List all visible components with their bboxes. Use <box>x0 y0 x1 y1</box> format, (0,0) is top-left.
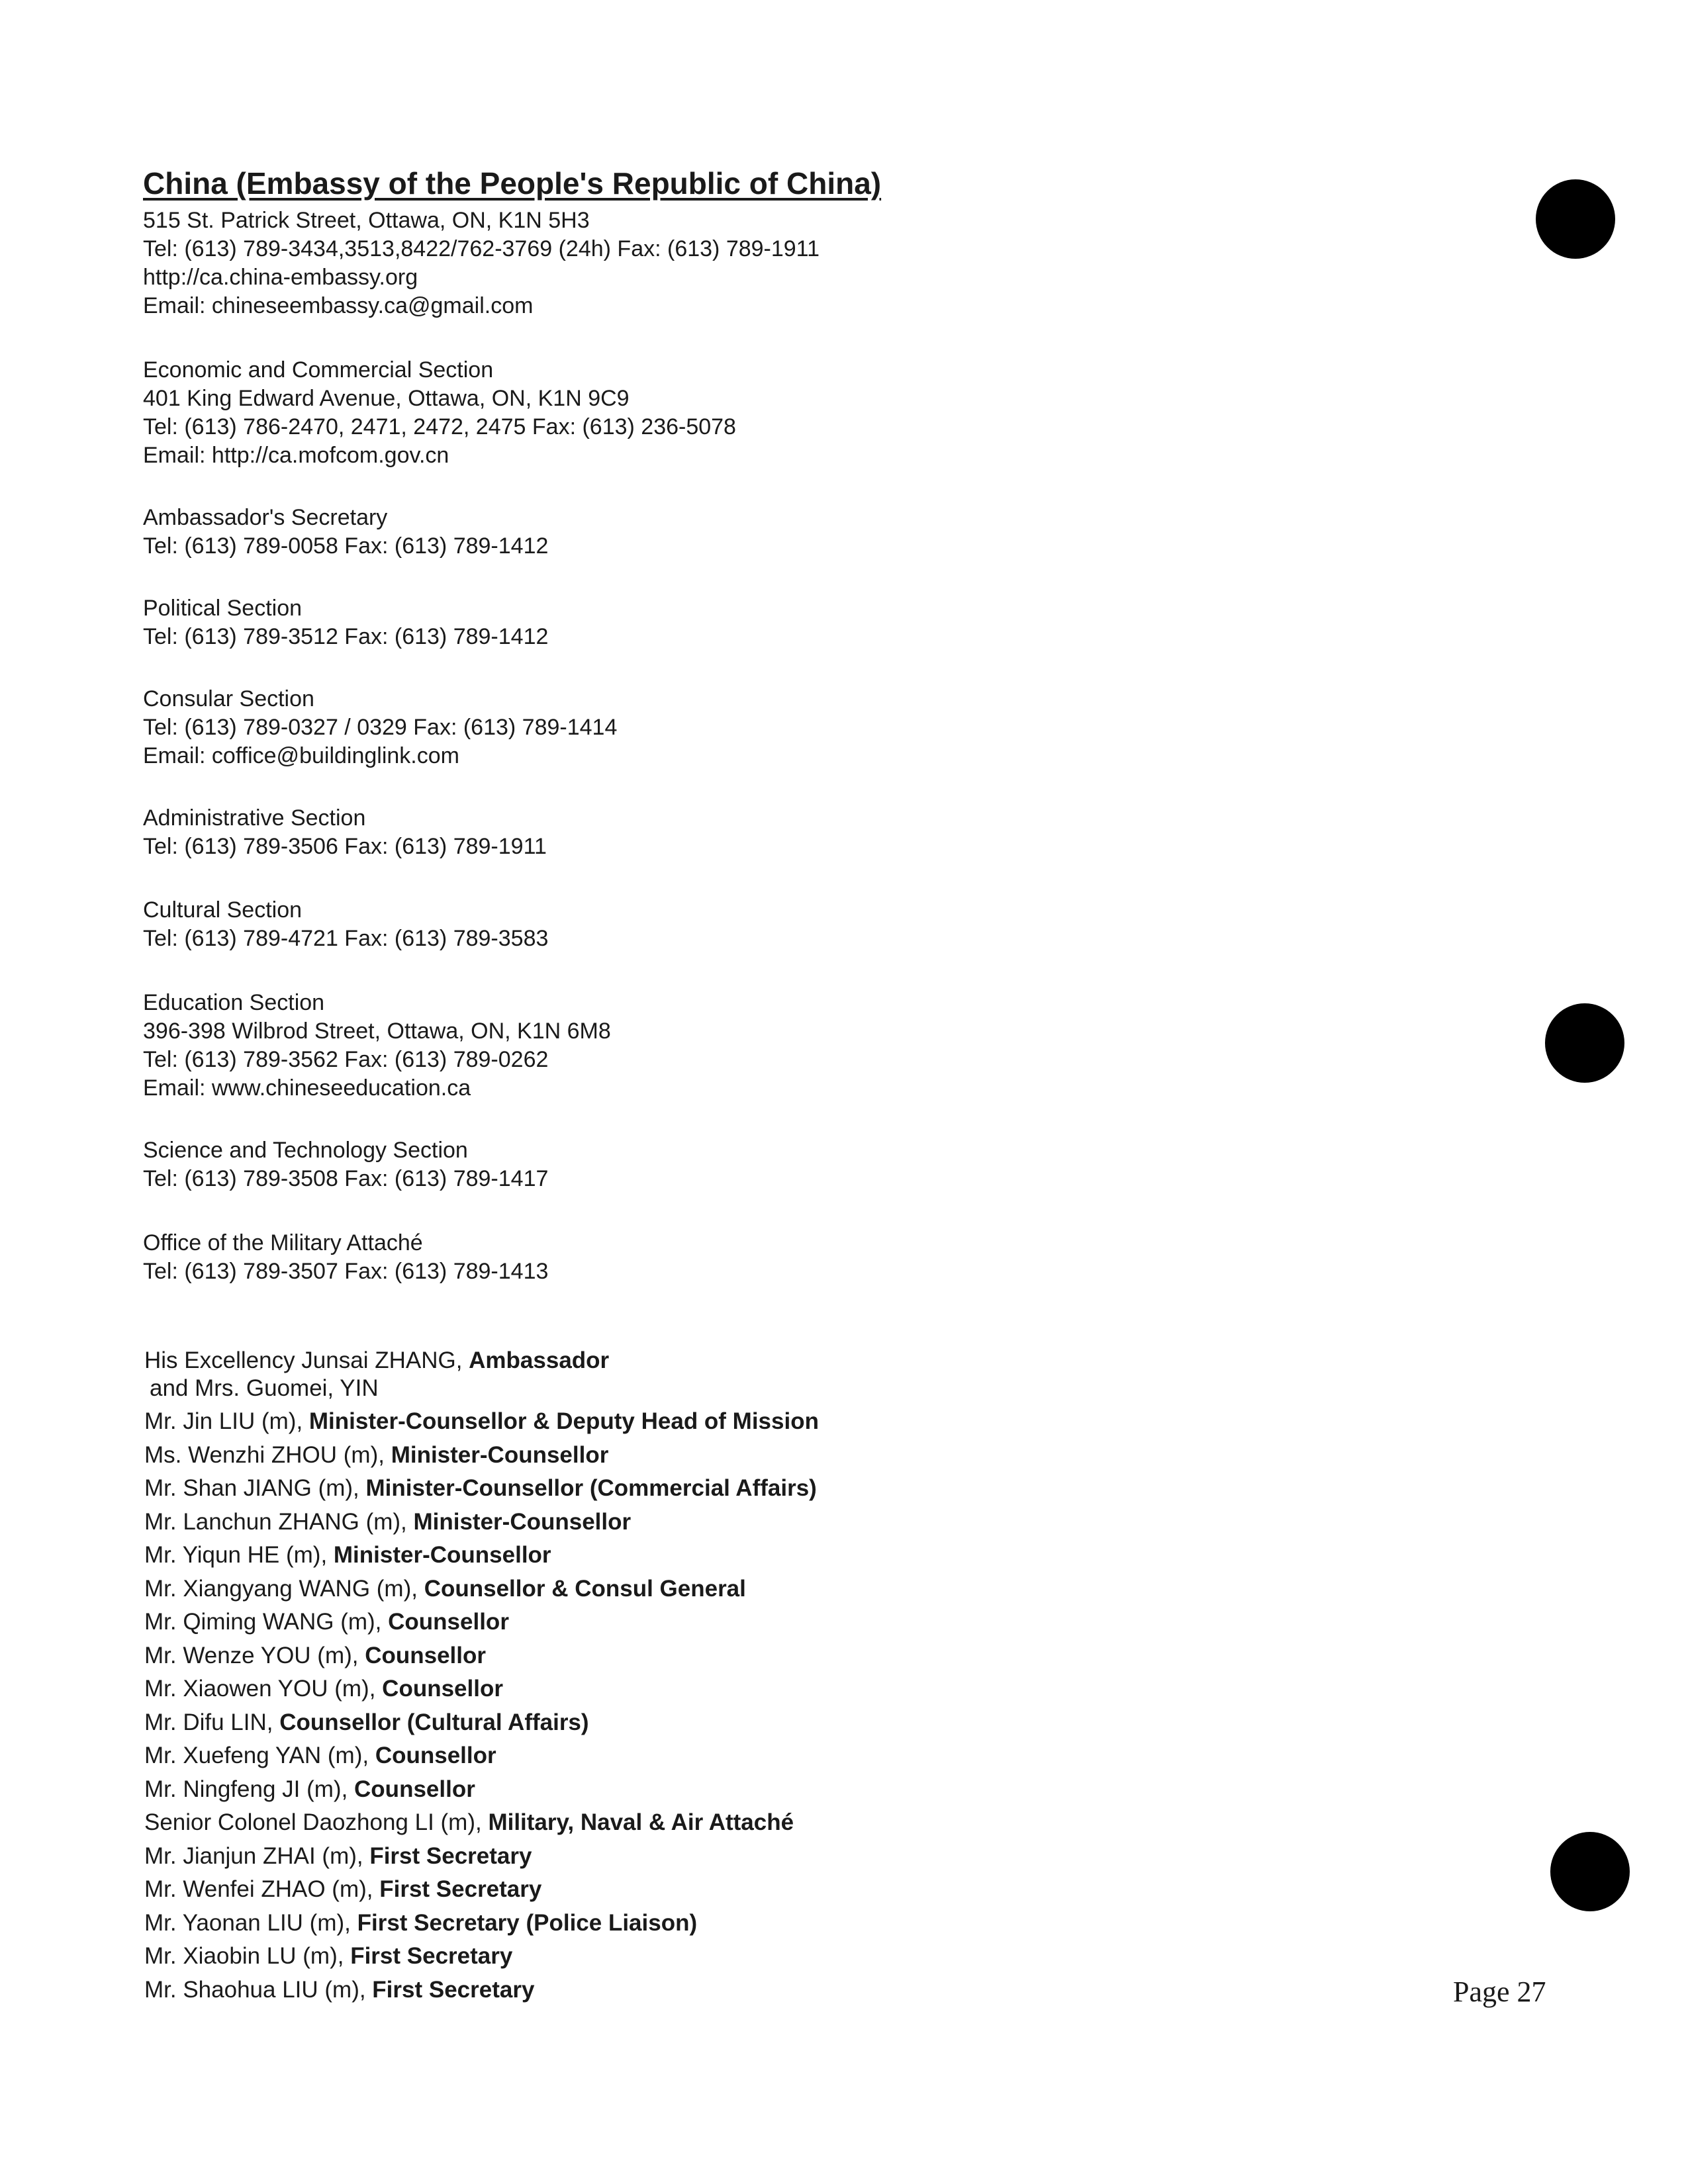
section-tel-fax: Tel: (613) 789-3507 Fax: (613) 789-1413 <box>143 1259 549 1284</box>
staff-name: Mr. Ningfeng JI (m), <box>144 1776 355 1802</box>
staff-entry <box>144 1840 819 1874</box>
staff-role: Counsellor & Consul General <box>424 1575 746 1602</box>
section-address: 401 King Edward Avenue, Ottawa, ON, K1N 9C9 <box>143 386 630 411</box>
staff-role: Minister-Counsellor & Deputy Head of Mission <box>308 1408 819 1434</box>
staff-entry <box>144 1439 819 1473</box>
punch-hole-mark <box>1536 179 1615 259</box>
embassy-email: Email: chineseembassy.ca@gmail.com <box>143 293 534 318</box>
section-heading: Office of the Military Attaché <box>143 1230 423 1255</box>
embassy-contact <box>143 206 820 320</box>
staff-entry <box>144 1572 819 1606</box>
staff-name: Mr. Wenfei ZHAO (m), <box>144 1876 380 1902</box>
staff-role: First Secretary (Police Liaison) <box>357 1909 698 1936</box>
staff-entry <box>144 1940 819 1974</box>
section-cultural <box>143 896 548 953</box>
staff-name: Mr. Yaonan LIU (m), <box>144 1909 357 1936</box>
staff-name: Mr. Shan JIANG (m), <box>144 1475 366 1501</box>
staff-entry <box>144 1907 819 1940</box>
section-heading: Education Section <box>143 990 325 1015</box>
staff-name: Mr. Lanchun ZHANG (m), <box>144 1508 414 1535</box>
embassy-tel-fax: Tel: (613) 789-3434,3513,8422/762-3769 (24h) Fax: (613) 789-1911 <box>143 236 820 261</box>
staff-role: Minister-Counsellor <box>333 1542 551 1568</box>
staff-role: Counsellor <box>365 1642 486 1668</box>
page-title: China (Embassy of the People's Republic of China) <box>143 166 882 201</box>
staff-entry <box>144 1472 819 1506</box>
staff-name: Mr. Difu LIN, <box>144 1709 280 1735</box>
staff-role: Minister-Counsellor (Commercial Affairs) <box>365 1475 817 1501</box>
staff-role: Counsellor (Cultural Affairs) <box>279 1709 589 1735</box>
staff-name: Mr. Wenze YOU (m), <box>144 1642 365 1668</box>
staff-entry <box>144 1706 819 1740</box>
staff-role: Counsellor <box>388 1609 509 1635</box>
section-tel-fax: Tel: (613) 789-3512 Fax: (613) 789-1412 <box>143 624 549 649</box>
staff-name: Mr. Yiqun HE (m), <box>144 1542 334 1568</box>
staff-name: Mr. Jin LIU (m), <box>144 1408 309 1434</box>
section-military-attache <box>143 1229 548 1286</box>
staff-role: Minister-Counsellor <box>413 1508 632 1535</box>
section-heading: Economic and Commercial Section <box>143 357 494 383</box>
staff-name: His Excellency Junsai ZHANG, <box>144 1347 469 1373</box>
staff-name: Mr. Jianjun ZHAI (m), <box>144 1843 370 1869</box>
staff-role: First Secretary <box>350 1943 513 1969</box>
staff-entry <box>144 1806 819 1840</box>
staff-entry <box>144 1347 819 1375</box>
staff-list <box>144 1347 819 2007</box>
staff-name: Mr. Qiming WANG (m), <box>144 1609 389 1635</box>
section-education <box>143 989 611 1103</box>
staff-entry <box>144 1375 819 1405</box>
staff-name: Senior Colonel Daozhong LI (m), <box>144 1809 489 1835</box>
section-tel-fax: Tel: (613) 789-0058 Fax: (613) 789-1412 <box>143 533 549 559</box>
section-science-technology <box>143 1136 548 1193</box>
staff-name: and Mrs. Guomei, YIN <box>150 1375 379 1401</box>
section-heading: Cultural Section <box>143 897 303 923</box>
staff-role: First Secretary <box>372 1976 535 2003</box>
section-tel-fax: Tel: (613) 789-3508 Fax: (613) 789-1417 <box>143 1166 549 1191</box>
staff-entry <box>144 1974 819 2007</box>
section-email: Email: http://ca.mofcom.gov.cn <box>143 443 449 468</box>
staff-entry <box>144 1873 819 1907</box>
staff-role: Counsellor <box>375 1743 496 1768</box>
section-heading: Political Section <box>143 596 303 621</box>
section-heading: Ambassador's Secretary <box>143 505 388 530</box>
staff-name: Mr. Xiaobin LU (m), <box>144 1943 351 1969</box>
section-tel-fax: Tel: (613) 786-2470, 2471, 2472, 2475 Fax: (613) 236-5078 <box>143 414 736 439</box>
staff-entry <box>144 1672 819 1706</box>
section-administrative <box>143 804 547 861</box>
staff-role: First Secretary <box>379 1876 542 1902</box>
punch-hole-mark <box>1550 1832 1630 1911</box>
staff-role: Minister-Counsellor <box>391 1441 609 1468</box>
staff-name: Mr. Xiaowen YOU (m), <box>144 1676 383 1702</box>
staff-role: Ambassador <box>469 1347 610 1373</box>
section-heading: Administrative Section <box>143 805 366 831</box>
staff-entry <box>144 1639 819 1673</box>
section-ambassadors-secretary <box>143 504 548 561</box>
section-email: Email: coffice@buildinglink.com <box>143 743 459 768</box>
embassy-address: 515 St. Patrick Street, Ottawa, ON, K1N 5H3 <box>143 208 590 233</box>
section-address: 396-398 Wilbrod Street, Ottawa, ON, K1N 6M8 <box>143 1019 611 1044</box>
staff-entry <box>144 1606 819 1639</box>
staff-entry <box>144 1773 819 1807</box>
staff-name: Ms. Wenzhi ZHOU (m), <box>144 1441 391 1468</box>
section-tel-fax: Tel: (613) 789-0327 / 0329 Fax: (613) 789-1414 <box>143 715 618 740</box>
punch-hole-mark <box>1545 1003 1624 1083</box>
staff-entry <box>144 1739 819 1773</box>
section-economic-commercial <box>143 356 736 470</box>
section-heading: Consular Section <box>143 686 314 711</box>
section-political <box>143 594 548 651</box>
staff-entry <box>144 1539 819 1572</box>
section-email: Email: www.chineseeducation.ca <box>143 1075 471 1101</box>
staff-role: Counsellor <box>382 1676 503 1702</box>
staff-name: Mr. Shaohua LIU (m), <box>144 1976 373 2003</box>
section-tel-fax: Tel: (613) 789-4721 Fax: (613) 789-3583 <box>143 926 549 951</box>
staff-name: Mr. Xiangyang WANG (m), <box>144 1575 424 1602</box>
page-number: Page 27 <box>1453 1976 1546 2008</box>
section-consular <box>143 685 617 770</box>
staff-entry <box>144 1405 819 1439</box>
staff-name: Mr. Xuefeng YAN (m), <box>144 1743 375 1768</box>
staff-role: Counsellor <box>354 1776 475 1802</box>
section-tel-fax: Tel: (613) 789-3562 Fax: (613) 789-0262 <box>143 1047 549 1072</box>
section-tel-fax: Tel: (613) 789-3506 Fax: (613) 789-1911 <box>143 834 547 859</box>
staff-role: Military, Naval & Air Attaché <box>488 1809 794 1835</box>
staff-entry <box>144 1506 819 1539</box>
embassy-website: http://ca.china-embassy.org <box>143 265 418 290</box>
section-heading: Science and Technology Section <box>143 1138 468 1163</box>
staff-role: First Secretary <box>369 1843 532 1869</box>
